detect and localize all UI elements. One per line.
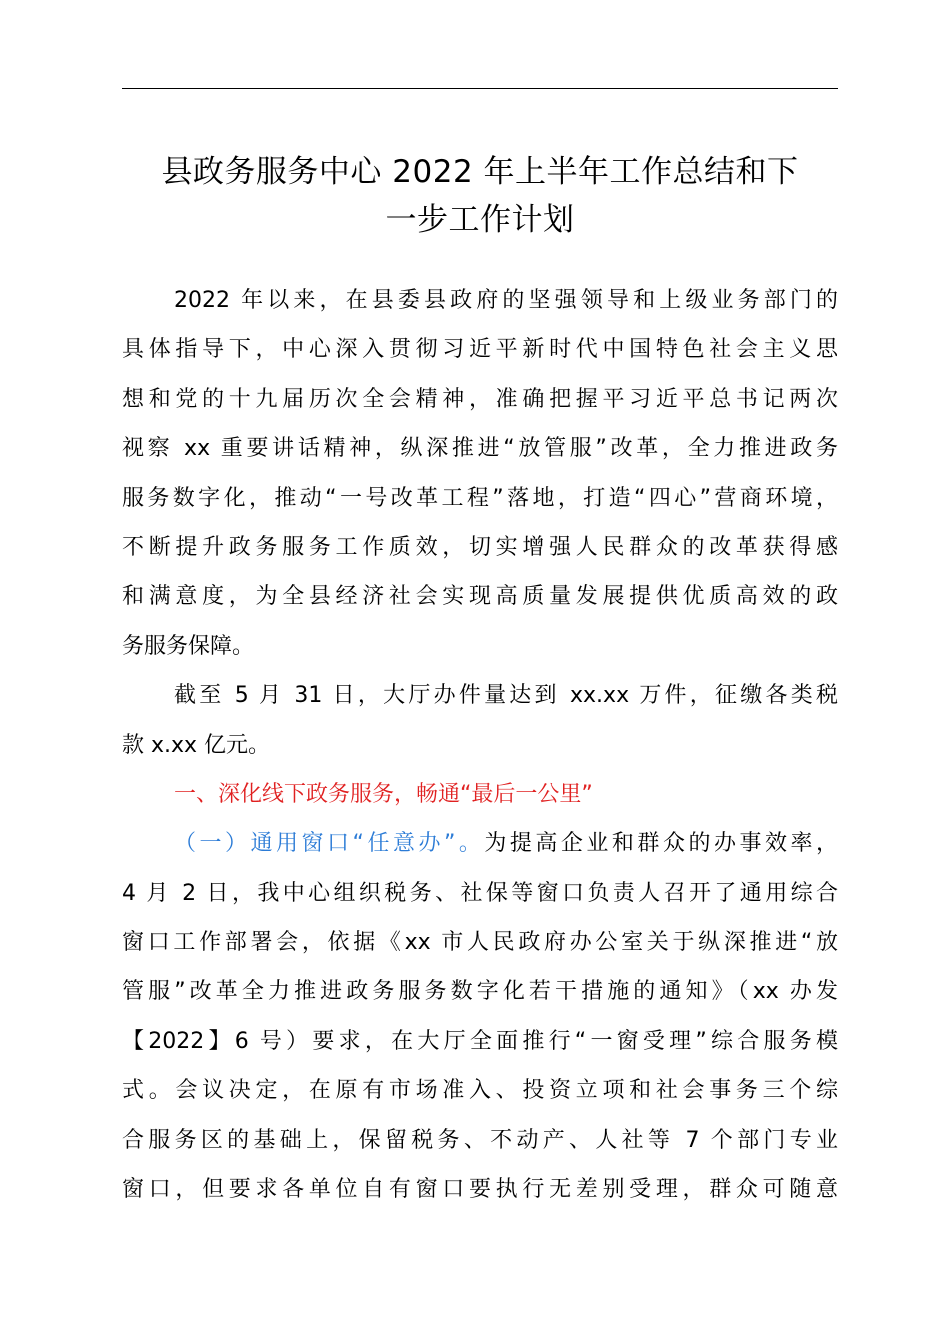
paragraph-1-line: 具体指导下，中心深入贯彻习近平新时代中国特色社会主义思 <box>122 337 838 363</box>
paragraph-3-line: 窗口，但要求各单位自有窗口要执行无差别受理，群众可随意 <box>122 1177 838 1203</box>
paragraph-1-line: 服务数字化，推动“一号改革工程”落地，打造“四心”营商环境， <box>122 485 838 511</box>
subsection-heading: （一）通用窗口“任意办”。 <box>174 831 485 857</box>
subsection-text: 为提高企业和群众的办事效率， <box>484 831 838 857</box>
document-body <box>122 276 838 1214</box>
paragraph-3-line: 式。会议决定，在原有市场准入、投资立项和社会事务三个综 <box>122 1078 838 1104</box>
title-line-2: 一步工作计划 <box>385 202 575 238</box>
paragraph-2-line: 款 x.xx 亿元。 <box>122 732 271 758</box>
paragraph-1-line: 务服务保障。 <box>122 633 255 659</box>
paragraph-2-line: 截至 5 月 31 日，大厅办件量达到 xx.xx 万件，征缴各类税 <box>174 683 838 709</box>
header-rule <box>122 88 838 89</box>
section-heading: 一、深化线下政务服务，畅通“最后一公里” <box>174 781 593 807</box>
paragraph-3-line: 管服”改革全力推进政务服务数字化若干措施的通知》（xx 办发 <box>122 979 838 1005</box>
paragraph-1-line: 2022 年以来，在县委县政府的坚强领导和上级业务部门的 <box>174 288 838 313</box>
paragraph-3-line: 合服务区的基础上，保留税务、不动产、人社等 7 个部门专业 <box>122 1127 838 1153</box>
paragraph-1-line: 想和党的十九届历次全会精神，准确把握平习近平总书记两次 <box>122 386 838 412</box>
title-line-1: 县政务服务中心 2022 年上半年工作总结和下 <box>161 154 799 190</box>
document-title <box>100 148 860 244</box>
subsection-line <box>122 819 838 868</box>
paragraph-1-line: 不断提升政务服务工作质效，切实增强人民群众的改革获得感 <box>122 534 838 560</box>
paragraph-3-line: 【2022】6 号）要求，在大厅全面推行“一窗受理”综合服务模 <box>122 1028 838 1054</box>
paragraph-1-line: 视察 xx 重要讲话精神，纵深推进“放管服”改革，全力推进政务 <box>122 436 838 462</box>
paragraph-3-line: 4 月 2 日，我中心组织税务、社保等窗口负责人召开了通用综合 <box>122 880 838 906</box>
paragraph-3-line: 窗口工作部署会，依据《xx 市人民政府办公室关于纵深推进“放 <box>122 930 838 956</box>
paragraph-1-line: 和满意度，为全县经济社会实现高质量发展提供优质高效的政 <box>122 584 838 610</box>
